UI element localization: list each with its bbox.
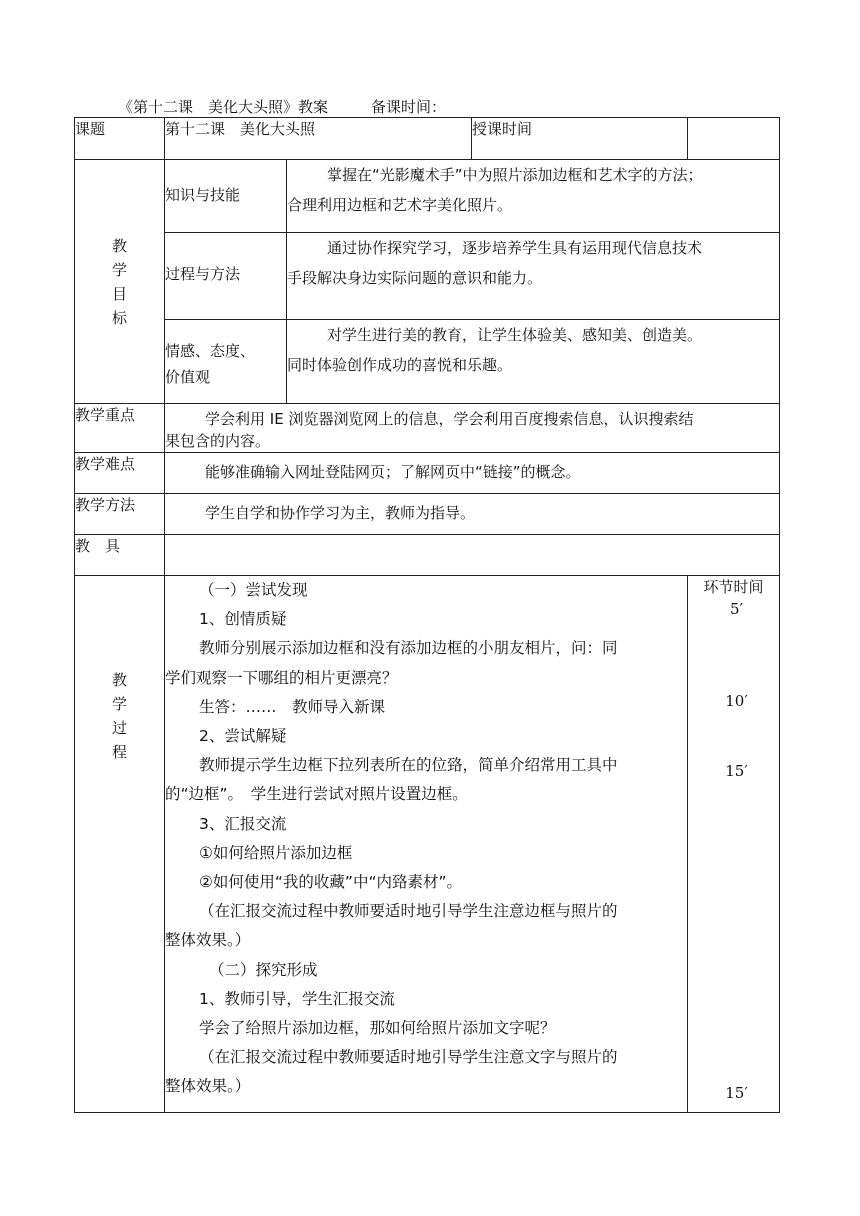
- prep-time-label: 备课时间：: [370, 98, 446, 116]
- process-content: [165, 576, 688, 1113]
- process-line: 生答：…… 教师导入新课: [199, 697, 386, 716]
- difficulties-row: [75, 453, 780, 494]
- goal-row-process: [75, 233, 780, 320]
- process-time-column: [688, 576, 780, 1113]
- tools-label: 教 具: [75, 535, 165, 576]
- goal-text-knowledge: 掌握在“光影魔术手”中为照片添加边框和艺术字的方法； 合理利用边框和艺术字美化照片。: [287, 160, 780, 233]
- methods-text: 学生自学和协作学习为主，教师为指导。: [165, 494, 780, 535]
- goal-label-process: 过程与方法: [165, 233, 287, 320]
- time-mark: 5′: [730, 600, 743, 618]
- page-header: [118, 96, 446, 117]
- time-mark: 10′: [725, 692, 748, 710]
- process-line: 3、汇报交流: [199, 814, 287, 833]
- key-points-text: 学会利用 IE 浏览器浏览网上的信息，学会利用百度搜索信息，认识搜索结 果包含的内容。: [165, 404, 780, 453]
- key-points-label: 教学重点: [75, 404, 165, 453]
- topic-label: 课题: [75, 118, 165, 160]
- difficulties-label: 教学难点: [75, 453, 165, 494]
- time-mark: 15′: [725, 1084, 748, 1102]
- goal-text-emotion: 对学生进行美的教育，让学生体验美、感知美、创造美。 同时体验创作成功的喜悦和乐趣。: [287, 320, 780, 404]
- process-line: 1、创情质疑: [199, 610, 287, 629]
- goal-label-emotion: 情感、态度、 价值观: [165, 320, 287, 404]
- topic-row: [75, 118, 780, 160]
- process-row: [75, 576, 780, 1113]
- process-line: ①如何给照片添加边框: [199, 843, 353, 862]
- process-line: 学们观察一下哪组的相片更漂亮？: [165, 668, 398, 687]
- topic-value: 第十二课 美化大头照: [165, 118, 472, 160]
- process-line: 学会了给照片添加边框，那如何给照片添加文字呢？: [199, 1019, 556, 1038]
- process-line: 教师分别展示添加边框和没有添加边框的小朋友相片，问：同: [199, 639, 618, 658]
- process-line: ②如何使用“我的收藏”中“内臵素材”。: [199, 873, 463, 892]
- goal-text-process: 通过协作探究学习，逐步培养学生具有运用现代信息技术 手段解决身边实际问题的意识和能力。: [287, 233, 780, 320]
- tools-row: [75, 535, 780, 576]
- process-line: 2、尝试解疑: [199, 727, 287, 746]
- tools-text: [165, 535, 780, 576]
- methods-row: [75, 494, 780, 535]
- goal-label-knowledge: 知识与技能: [165, 160, 287, 233]
- teaching-process-label: 教 学 过 程: [75, 576, 165, 1113]
- key-points-row: [75, 404, 780, 453]
- process-line: （在汇报交流过程中教师要适时地引导学生注意边框与照片的: [199, 902, 618, 921]
- lesson-plan-table: [74, 117, 780, 1113]
- class-time-label: 授课时间: [472, 118, 688, 160]
- process-line: 教师提示学生边框下拉列表所在的位臵，简单介绍常用工具中: [199, 756, 618, 775]
- process-line: 整体效果。）: [165, 931, 251, 950]
- teaching-goals-label: 教 学 目 标: [75, 160, 165, 404]
- process-line: 的“边框”。 学生进行尝试对照片设置边框。: [165, 785, 468, 804]
- process-line: （二）探究形成: [209, 960, 318, 979]
- process-line: 整体效果。）: [165, 1077, 251, 1096]
- goal-row-knowledge: [75, 160, 780, 233]
- document-title: 《第十二课 美化大头照》教案: [118, 98, 329, 116]
- process-line: （在汇报交流过程中教师要适时地引导学生注意文字与照片的: [199, 1048, 618, 1067]
- class-time-value: [688, 118, 780, 160]
- methods-label: 教学方法: [75, 494, 165, 535]
- process-lines: [165, 576, 687, 1102]
- time-mark: 15′: [725, 762, 748, 780]
- process-line: 1、教师引导，学生汇报交流: [199, 989, 395, 1008]
- process-line: （一）尝试发现: [199, 581, 308, 599]
- time-header: 环节时间: [703, 578, 764, 596]
- goal-row-emotion: [75, 320, 780, 404]
- difficulties-text: 能够准确输入网址登陆网页；了解网页中“链接”的概念。: [165, 453, 780, 494]
